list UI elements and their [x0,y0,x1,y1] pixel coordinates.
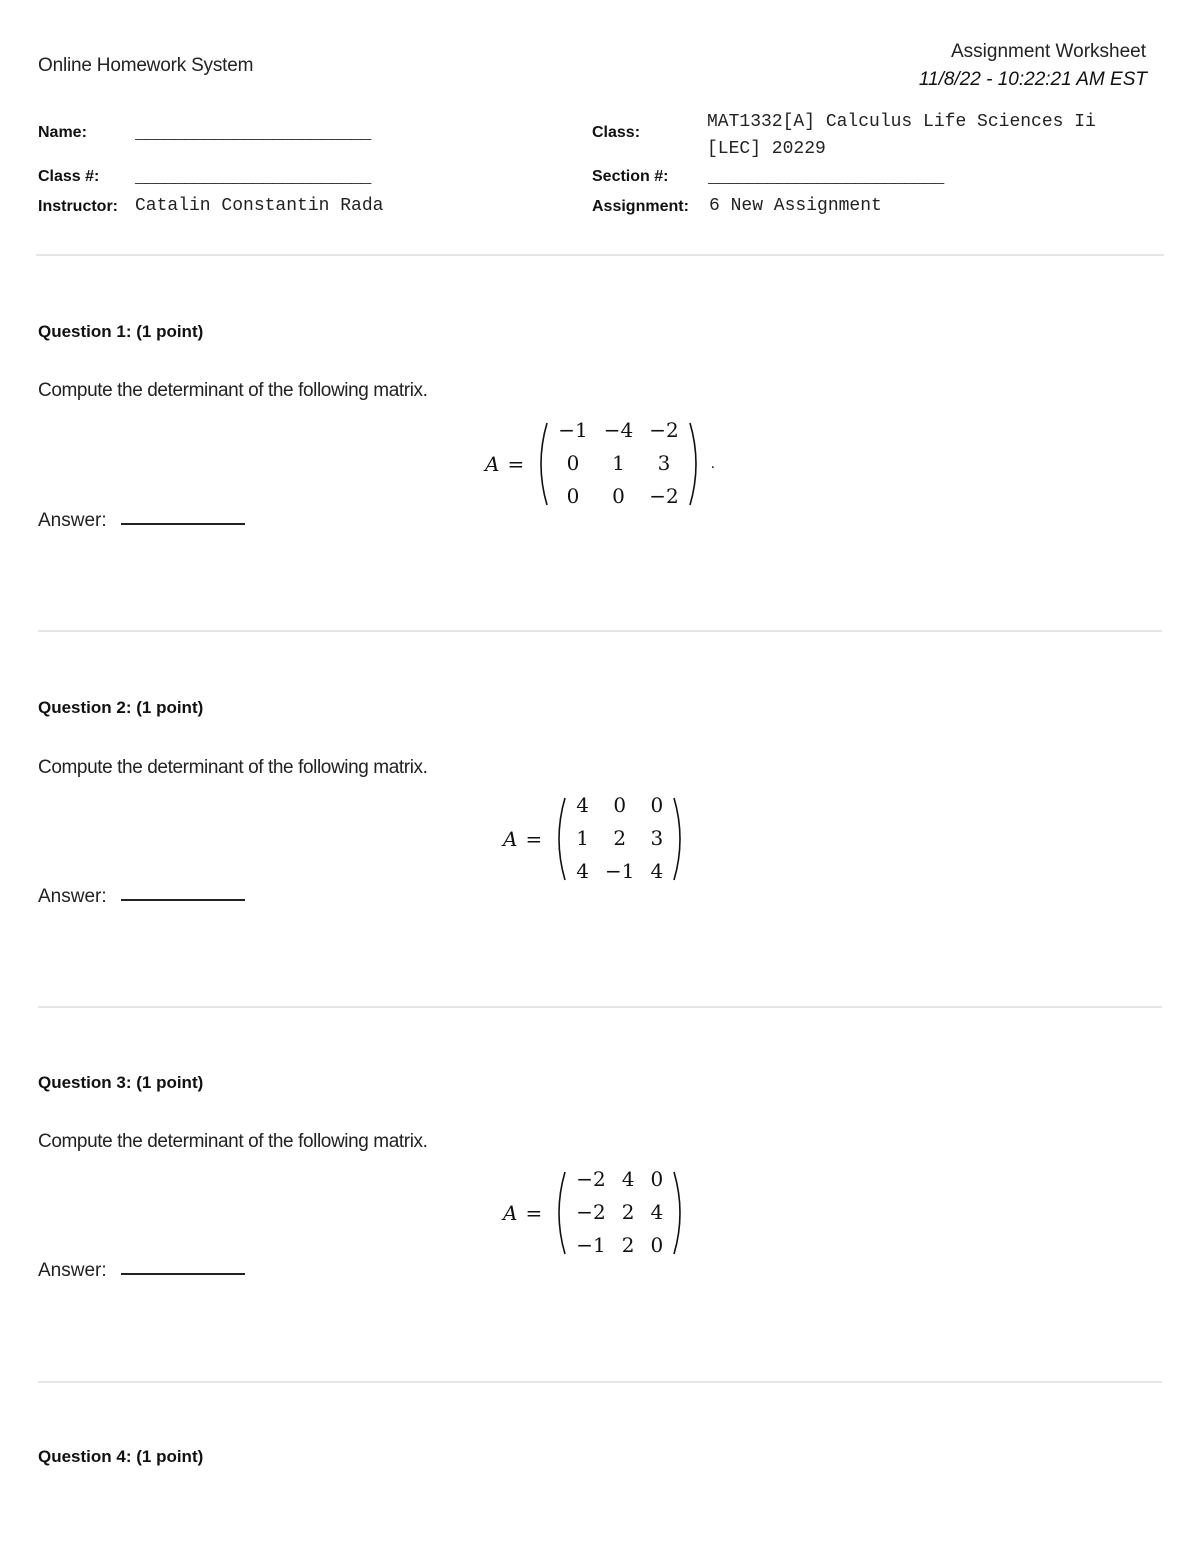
worksheet-label: Assignment Worksheet [950,41,1146,62]
matrix-cell: 1 [612,451,625,475]
question-3-answer[interactable] [38,1260,245,1282]
question-4-title: Question 4: (1 point) [38,1447,204,1466]
answer-blank[interactable] [121,898,245,901]
matrix-cell: −2 [576,1200,606,1224]
question-2-answer[interactable] [38,886,245,908]
question-3-matrix [503,1163,687,1262]
matrix-cell: 0 [650,1233,664,1257]
matrix-cell: 4 [621,1167,635,1191]
question-3-prompt: Compute the determinant of the following matrix. [38,1131,428,1152]
class-number-field[interactable]: ________________________ [135,168,371,188]
header-divider [36,254,1164,256]
left-paren [552,1170,568,1256]
matrix-cell: 1 [576,826,589,850]
trailing-period: . [710,455,716,472]
matrix-table [550,414,686,513]
right-paren [671,1170,687,1256]
matrix-cell: −1 [604,859,635,883]
matrix-cell: 2 [613,826,627,850]
matrix-cell: 0 [566,451,580,475]
matrix-lhs: A [485,451,500,476]
matrix-lhs: A [503,826,518,851]
matrix-cell: −4 [603,418,634,442]
name-label: Name: [38,124,87,141]
matrix-cell: 4 [650,1200,664,1224]
matrix-cell: −2 [649,418,679,442]
worksheet-timestamp: 11/8/22 - 10:22:21 AM EST [918,69,1147,90]
question-3-title: Question 3: (1 point) [38,1073,204,1092]
question-1-title: Question 1: (1 point) [38,322,204,341]
matrix-cell: −2 [576,1167,606,1191]
matrix-cell: 3 [657,451,671,475]
matrix-cell: 4 [650,859,664,883]
class-value: MAT1332[A] Calculus Life Sciences Ii [LEC] 20229 [707,112,1096,159]
answer-label: Answer: [38,510,107,531]
instructor-label: Instructor: [38,198,118,215]
section-field[interactable]: ________________________ [708,168,944,188]
right-paren [687,421,703,507]
equals-sign: = [525,826,543,851]
matrix-cell: 2 [621,1233,635,1257]
question-2-prompt: Compute the determinant of the following matrix. [38,757,428,778]
answer-blank[interactable] [121,522,245,525]
equals-sign: = [507,451,525,476]
matrix-cell: 0 [613,793,627,817]
right-paren [671,796,687,882]
answer-blank[interactable] [121,1272,245,1275]
matrix-cell: 2 [621,1200,635,1224]
question-2-matrix [503,789,687,888]
question-divider [38,630,1162,632]
matrix-cell: 0 [650,793,664,817]
equals-sign: = [525,1200,543,1225]
question-2-title: Question 2: (1 point) [38,698,204,717]
question-1-prompt: Compute the determinant of the following matrix. [38,380,428,401]
matrix-table [568,1163,671,1262]
system-title: Online Homework System [38,55,254,76]
instructor-value: Catalin Constantin Rada [135,196,384,216]
question-divider [38,1006,1162,1008]
matrix-cell: 4 [576,859,589,883]
left-paren [552,796,568,882]
question-1-answer[interactable] [38,510,245,532]
class-label: Class: [592,124,641,141]
assignment-label: Assignment: [592,198,689,215]
assignment-value: 6 New Assignment [709,196,882,216]
matrix-cell: 0 [650,1167,664,1191]
matrix-cell: −2 [649,484,679,508]
matrix-lhs: A [503,1200,518,1225]
matrix-cell: 4 [576,793,589,817]
class-number-label: Class #: [38,168,100,185]
left-paren [534,421,550,507]
question-1-matrix [485,414,715,513]
matrix-cell: 3 [650,826,664,850]
matrix-table [568,789,671,888]
section-label: Section #: [592,168,669,185]
answer-label: Answer: [38,886,107,907]
answer-label: Answer: [38,1260,107,1281]
matrix-cell: −1 [558,418,588,442]
question-divider [38,1381,1162,1383]
name-field[interactable]: ________________________ [135,124,371,144]
matrix-cell: −1 [576,1233,606,1257]
matrix-cell: 0 [566,484,580,508]
matrix-cell: 0 [612,484,625,508]
